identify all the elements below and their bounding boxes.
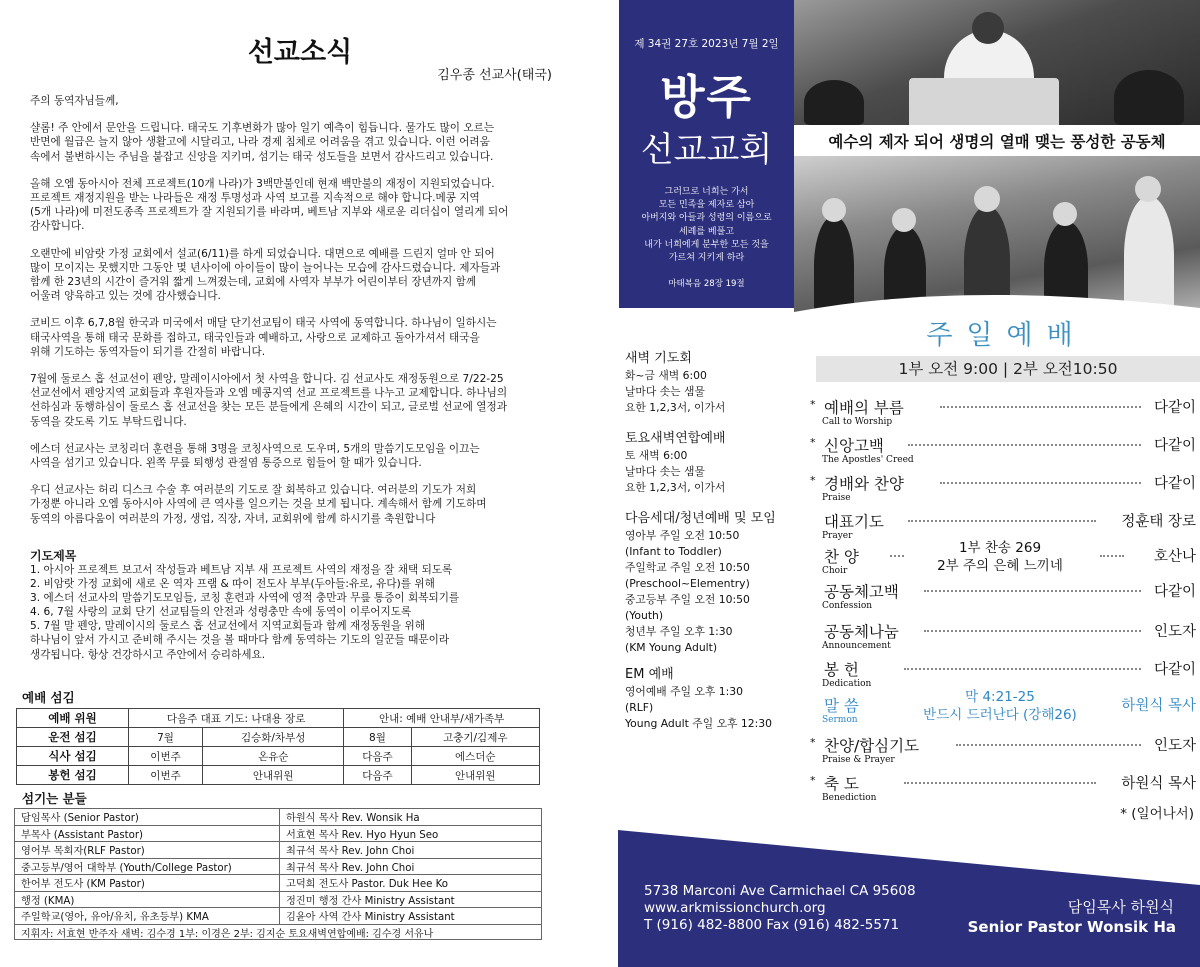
- schedule-heading: 다음세대/청년예배 및 모임: [625, 511, 776, 526]
- table-row: [17, 747, 540, 766]
- schedule-line: 영아부 주일 오전 10:50: [625, 529, 740, 542]
- letter-paragraph: 코비드 이후 6,7,8월 한국과 미국에서 매달 단기선교팀이 태국 사역에 동역합니다. 하나님이 일하시는 태국사역을 통해 태국 문화를 접하고, 태국인들과 예배하고, 사랑으로 교제하고 돌아가셔서 태국을 위해 기도하는 동역자들이 되기를 간절히 바랍니다.: [30, 317, 497, 358]
- worship-title: 주일예배: [926, 320, 1087, 351]
- duty-header: 식사 섬김: [17, 747, 129, 766]
- order-item-leader: 다같이: [1153, 438, 1196, 454]
- duty-header: 봉헌 섬김: [17, 766, 129, 785]
- order-item-leader: 정훈태 장로: [1121, 514, 1196, 530]
- order-item-name: 봉 헌: [824, 661, 859, 679]
- order-item-leader: 다같이: [1153, 662, 1196, 678]
- table-cell: 안내: 예배 안내부/새가족부: [344, 709, 540, 728]
- page-title: 선교소식: [247, 37, 353, 68]
- schedule-heading: 새벽 기도회: [625, 351, 692, 366]
- order-item: [810, 689, 1200, 730]
- dot-leader: [908, 444, 1141, 446]
- staff-person: 최규석 목사 Rev. John Choi: [280, 842, 542, 859]
- table-row: [17, 766, 540, 785]
- order-item-english: Benediction: [822, 793, 877, 803]
- church-slogan: 예수의 제자 되어 생명의 열매 맺는 풍성한 공동체: [794, 125, 1200, 156]
- schedule-line: (Infant to Toddler): [625, 545, 722, 558]
- letter-paragraph: 올해 오엠 동아시아 전체 프로젝트(10개 나라)가 3백만불인데 현재 백만불의 재정이 지원되었습니다. 프로젝트 재정지원을 받는 나라들은 재정 투명성과 사역 보고를 지속적으로 해야 합니다.메콩 지역 (5개 나라)에 미전도종족 프로젝트가 잘 지원되기를 바라며, 베트남 지부와 새로운 리더십이 열리게 되어 감사합니다.: [30, 177, 509, 233]
- order-item-leader: 다같이: [1153, 584, 1196, 600]
- order-item-name: 축 도: [824, 775, 859, 793]
- schedule-next-gen: [625, 510, 800, 656]
- schedule-heading: 토요새벽연합예배: [625, 431, 726, 446]
- church-address: 5738 Marconi Ave Carmichael CA 95608 www.arkmissionchurch.org T (916) 482-8800 Fax (916) 482-5571: [644, 883, 916, 933]
- table-cell: 다음주: [344, 747, 411, 766]
- order-item-detail: 1부 찬송 269 2부 주의 은혜 느끼네: [937, 540, 1063, 574]
- staff-role: 행정 (KMA): [15, 891, 280, 908]
- order-item-leader: 호산나: [1153, 549, 1196, 565]
- order-item-name: 신앙고백: [824, 437, 884, 455]
- table-row: [15, 842, 542, 859]
- order-item-leader: 다같이: [1153, 476, 1196, 492]
- schedule-line: 주일학교 주일 오전 10:50: [625, 561, 750, 574]
- standing-marker: *: [810, 774, 816, 787]
- order-item-leader: 인도자: [1153, 624, 1196, 640]
- table-cell: 이번주: [129, 747, 203, 766]
- mission-letter: [30, 94, 570, 539]
- schedule-line: 화~금 새벽 6:00: [625, 369, 707, 382]
- order-item: [810, 734, 1200, 770]
- musicians-row: 지휘자: 서효현 반주자 새벽: 김수경 1부: 이경은 2부: 김지순 토요새벽연합예배: 김수경 서유나: [14, 923, 542, 940]
- order-item-english: Praise: [822, 493, 851, 503]
- table-cell: 8월: [344, 728, 411, 747]
- order-item-english: Choir: [822, 566, 848, 576]
- letter-paragraph: 샬롬! 주 안에서 문안을 드립니다. 태국도 기후변화가 많아 일기 예측이 힘듭니다. 물가도 많이 오르는 반면에 월급은 늘지 않아 생활고에 시달리고, 나라 경제 침체로 어려움을 겪고 있습니다. 이런 어려움 속에서 불변하시는 주님을 붙잡고 신앙을 지키며, 섬기는 태국 성도들을 보면서 감사드리고 있습니다.: [30, 122, 495, 163]
- order-item-name: 대표기도: [824, 513, 884, 531]
- table-cell: 온유순: [203, 747, 344, 766]
- order-item-leader: 다같이: [1153, 400, 1196, 416]
- order-item-leader: 인도자: [1153, 738, 1196, 754]
- staff-title: 섬기는 분들: [22, 791, 87, 806]
- schedule-line: 청년부 주일 오후 1:30: [625, 625, 733, 638]
- schedule-heading: EM 예배: [625, 667, 674, 682]
- staff-person: 서효현 목사 Rev. Hyo Hyun Seo: [280, 825, 542, 842]
- letter-paragraph: 7월에 둘로스 홉 선교선이 펜앙, 말레이시아에서 첫 사역을 합니다. 김 선교사도 재정동원으로 7/22-25 선교선에서 펜앙지역 교회들과 후원자들과 오엠 메콩지역 선교 프로젝트를 나누고 교제합니다. 하나님의 선하심과 동행하심이 둘로스 홉 선교선을 찾는 모든 분들에게 은혜의 시간이 되고, 글로벌 선교에 열정과 동역을 갖도록 기도 부탁드립니다.: [30, 373, 508, 428]
- staff-role: 영어부 목회자(RLF Pastor): [15, 842, 280, 859]
- order-item-english: Praise & Prayer: [822, 755, 895, 765]
- duty-title: 예배 섬김: [22, 690, 75, 705]
- scripture-verse: 그러므로 너희는 가서 모든 민족을 제자로 삼아 아버지와 아들과 성령의 이름으로 세례를 베풀고 내가 너희에게 분부한 모든 것을 가르쳐 지키게 하라: [641, 187, 772, 264]
- worship-photo: [794, 0, 1200, 125]
- staff-table: [14, 808, 542, 925]
- prayer-list: 1. 아시아 프로젝트 보고서 작성들과 베트남 지부 새 프로젝트 사역의 재정을 잘 채택 되도록 2. 비암랏 가정 교회에 새로 온 역자 프램 & 따이 전도사 부부(두아들:유로, 유다)를 위해 3. 에스더 선교사의 말씀기도모임들, 코칭 훈련과 사역에 영적 충만과 무릎 통증이 회복되기를 4. 6, 7월 사랑의 교회 단기 선교팀들의 안전과 성령충만 속에 동역이 이루어지도록 5. 7월 말 펜앙, 말레이시의 둘로스 홉 선교선에서 지역교회들과 함께 재정동원을 위해 하나님이 앞서 가시고 준비해 주시는 것을 볼 때마다 함께 동역하는 기도의 일꾼들 때문이라 생각됩니다. 항상 건강하시고 주안에서 승리하세요.: [30, 564, 460, 661]
- table-cell: 다음주: [344, 766, 411, 785]
- schedule-line: Young Adult 주일 오후 12:30: [625, 717, 772, 730]
- table-row: [15, 908, 542, 925]
- table-row: [15, 875, 542, 892]
- table-cell: 7월: [129, 728, 203, 747]
- staff-role: 부목사 (Assistant Pastor): [15, 825, 280, 842]
- order-item-name: 찬양/합심기도: [824, 737, 920, 755]
- order-item-name: 경배와 찬양: [824, 475, 904, 493]
- dot-leader: [924, 630, 1141, 632]
- table-cell: 안내위원: [203, 766, 344, 785]
- right-page: [600, 0, 1200, 967]
- scripture-reference: 마태복음 28장 19절: [668, 279, 745, 289]
- staff-person: 정진미 행정 간사 Ministry Assistant: [280, 891, 542, 908]
- table-cell: 에스더순: [411, 747, 539, 766]
- prayer-title: 기도제목: [30, 549, 77, 563]
- dot-leader: [908, 520, 1096, 522]
- dot-leader: [940, 406, 1141, 408]
- duty-header: 예배 위원: [17, 709, 129, 728]
- order-item-detail: 막 4:21-25 반드시 드러난다 (강해26): [923, 689, 1077, 723]
- standing-marker: *: [810, 436, 816, 449]
- schedule-line: 영어예배 주일 오후 1:30: [625, 685, 743, 698]
- dot-leader: [1100, 555, 1124, 557]
- service-times: 1부 오전 9:00 | 2부 오전10:50: [816, 356, 1200, 382]
- senior-pastor-ko: 담임목사 하원식: [1067, 898, 1174, 916]
- table-row: [15, 858, 542, 875]
- order-item-english: Sermon: [822, 715, 858, 725]
- dot-leader: [904, 668, 1141, 670]
- duty-header: 운전 섬김: [17, 728, 129, 747]
- letter-paragraph: 주의 동역자님들께,: [30, 95, 119, 107]
- church-subtitle: 선교교회: [640, 130, 773, 170]
- schedule-line: (Youth): [625, 609, 664, 622]
- order-item-leader: 하원식 목사: [1121, 698, 1196, 714]
- dot-leader: [904, 782, 1096, 784]
- issue-info: 제 34권 27호 2023년 7월 2일: [634, 38, 779, 50]
- table-row: [15, 891, 542, 908]
- table-row: [17, 728, 540, 747]
- letter-paragraph: 에스더 선교사는 코칭리더 훈련을 통해 3명을 코칭사역으로 도우며, 5개의 말씀기도모임을 이끄는 사역을 섬기고 있습니다. 왼쪽 무릎 퇴행성 관절염 통증으로 힘들어 할 때가 있습니다.: [30, 442, 480, 470]
- standing-marker: *: [810, 736, 816, 749]
- order-item-english: The Apostles' Creed: [822, 455, 914, 465]
- staff-person: 하원식 목사 Rev. Wonsik Ha: [280, 809, 542, 826]
- order-item-name: 공동체나눔: [824, 623, 899, 641]
- order-item-name: 예배의 부름: [824, 399, 904, 417]
- senior-pastor-en: Senior Pastor Wonsik Ha: [967, 918, 1176, 936]
- church-name: 방주: [660, 70, 753, 124]
- schedule-saturday: [625, 430, 800, 496]
- letter-paragraph: 오랜만에 비암랏 가정 교회에서 설교(6/11)를 하게 되었습니다. 대면으로 예배를 드린지 얼마 안 되어 많이 모이지는 못했지만 그동안 몇 년사이에 아이들이 많이 늘어나는 모습에 감사드렸습니다. 제자들과 함께 한 23년의 시간이 즐거워 짧게 느껴졌는데, 교회에 사역자 부부가 어린이부터 장년까지 함께 어울려 양육하고 있는 것에 감사했습니다.: [30, 247, 501, 303]
- order-item: [810, 620, 1200, 656]
- schedule-line: 날마다 솟는 샘물: [625, 385, 705, 398]
- order-item-name: 말 씀: [824, 697, 859, 715]
- standing-marker: *: [810, 474, 816, 487]
- order-item-english: Prayer: [822, 531, 853, 541]
- dot-leader: [890, 555, 904, 557]
- schedule-line: (KM Young Adult): [625, 641, 718, 654]
- table-cell: 고충기/김제우: [411, 728, 539, 747]
- table-row: [17, 709, 540, 728]
- schedule-dawn: [625, 350, 800, 416]
- standing-note: * (일어나서): [1120, 806, 1194, 822]
- table-cell: 다음주 대표 기도: 나대용 장로: [129, 709, 344, 728]
- schedule-line: 중고등부 주일 오전 10:50: [625, 593, 750, 606]
- author: 김우종 선교사(태국): [437, 68, 552, 83]
- staff-role: 한어부 전도사 (KM Pastor): [15, 875, 280, 892]
- dot-leader: [924, 590, 1141, 592]
- masthead: [619, 0, 794, 308]
- order-item-name: 공동체고백: [824, 583, 899, 601]
- staff-person: 고덕희 전도사 Pastor. Duk Hee Ko: [280, 875, 542, 892]
- order-item: [810, 540, 1200, 581]
- schedule-line: 요한 1,2,3서, 이가서: [625, 401, 726, 414]
- table-row: [15, 809, 542, 826]
- staff-person: 김윤아 사역 간사 Ministry Assistant: [280, 908, 542, 925]
- order-item-leader: 하원식 목사: [1121, 776, 1196, 792]
- schedule-line: (RLF): [625, 701, 654, 714]
- staff-role: 중고등부/영어 대학부 (Youth/College Pastor): [15, 858, 280, 875]
- order-item-english: Call to Worship: [822, 417, 893, 427]
- schedule-line: 요한 1,2,3서, 이가서: [625, 481, 726, 494]
- order-item: [810, 396, 1200, 432]
- order-item-english: Announcement: [822, 641, 891, 651]
- standing-marker: *: [810, 398, 816, 411]
- staff-person: 최규석 목사 Rev. John Choi: [280, 858, 542, 875]
- order-item-name: 찬 양: [824, 548, 859, 566]
- staff-role: 주일학교(영아, 유아/유치, 유초등부) KMA: [15, 908, 280, 925]
- dot-leader: [940, 482, 1141, 484]
- order-item-english: Confession: [822, 601, 873, 611]
- schedule-line: (Preschool~Elementry): [625, 577, 750, 590]
- order-item: [810, 472, 1200, 508]
- schedule-line: 날마다 솟는 샘물: [625, 465, 705, 478]
- order-item-english: Dedication: [822, 679, 872, 689]
- dot-leader: [956, 744, 1141, 746]
- order-item: [810, 580, 1200, 616]
- letter-paragraph: 우디 선교사는 허리 디스크 수술 후 여러분의 기도로 잘 회복하고 있습니다. 여러분의 기도가 저희 가정뿐 아니라 오엠 동아시아 사역에 큰 역사를 일으키는 것을 보게 됩니다. 계속해서 함께 기도하며 동역의 아름다움이 여러분의 가정, 생업, 직장, 자녀, 교회위에 함께 하시기를 축원합니다: [30, 484, 487, 525]
- schedule-line: 토 새벽 6:00: [625, 449, 688, 462]
- table-cell: 안내위원: [411, 766, 539, 785]
- table-cell: 이번주: [129, 766, 203, 785]
- staff-role: 담임목사 (Senior Pastor): [15, 809, 280, 826]
- duty-table: [16, 708, 540, 785]
- table-row: [15, 825, 542, 842]
- table-cell: 김승화/차부성: [203, 728, 344, 747]
- order-item: [810, 434, 1200, 470]
- schedule-em: [625, 666, 800, 732]
